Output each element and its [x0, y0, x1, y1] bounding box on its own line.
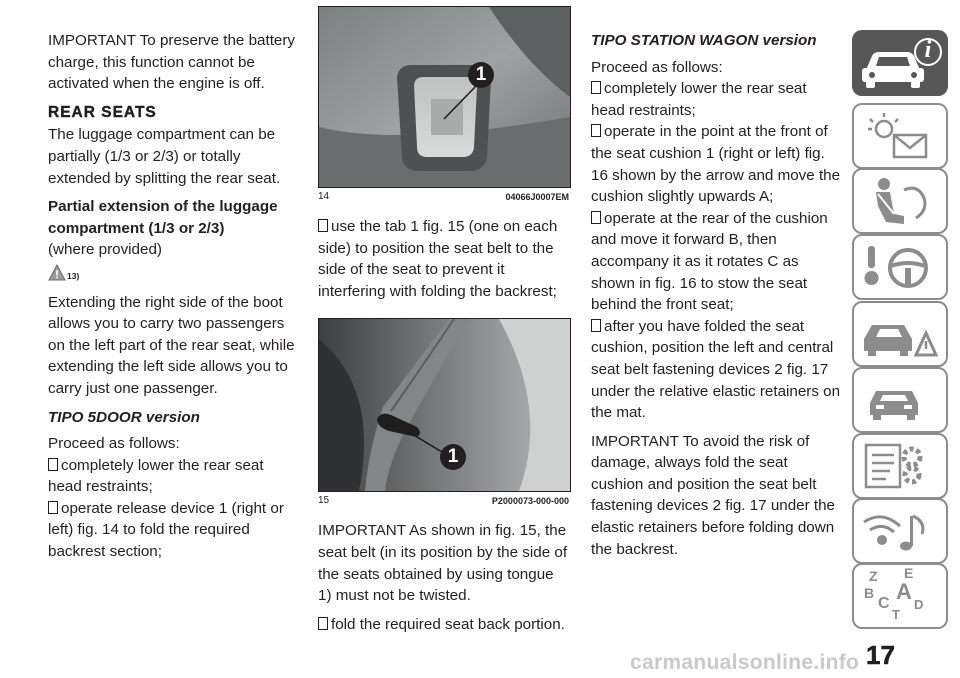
checkbox-bullet-icon [48, 501, 58, 514]
bullet-item: operate in the point at the front of the seat cushion 1 (right or left) fig. 16 shown by the arrow and move the cushion slightly upwards A; [591, 123, 841, 206]
fig14-caption [318, 191, 569, 203]
warning-triangle-icon [48, 264, 66, 282]
index-letter: D [914, 597, 924, 612]
index-letter: C [878, 595, 890, 612]
station-wagon-heading: TIPO STATION WAGON version [591, 32, 817, 49]
checkbox-bullet-icon [591, 319, 601, 332]
bullet-item: operate at the rear of the cushion and move it forward B, then accompany it as it rotates C as shown in fig. 16 to stow the seat behind the front seat; [591, 209, 828, 314]
bullet-item: use the tab 1 fig. 15 (one on each side) to position the seat belt to the side of the seat to prevent it interfering with folding the backrest; [318, 218, 558, 300]
checkbox-bullet-icon [591, 81, 601, 94]
fig15-code: P2000073-000-000 [491, 496, 569, 507]
dashboard-lights-icon [854, 105, 946, 167]
service-car-icon [854, 369, 946, 431]
warning-reference [48, 264, 300, 288]
safety-passenger-icon [854, 170, 946, 232]
checkbox-bullet-icon [318, 617, 328, 630]
steering-key-icon [854, 236, 946, 298]
rear-seats-heading: REAR SEATS [48, 103, 157, 121]
checkbox-bullet-icon [318, 219, 328, 232]
tab-multimedia[interactable] [852, 498, 948, 564]
figure-14-image [318, 6, 571, 188]
bullet-item: fold the required seat back portion. [318, 614, 568, 636]
fig14-callout-label: 1 [475, 64, 487, 85]
callout-1-icon [319, 319, 570, 491]
tab-dashboard-lights[interactable] [852, 103, 948, 169]
index-letter: Z [869, 568, 878, 584]
where-provided-note: (where provided) [48, 241, 162, 259]
tab-maintenance[interactable] [852, 433, 948, 499]
bullet-item: operate release device 1 (right or left) fig. 14 to fold the required backrest section; [48, 499, 284, 561]
watermark: carmanualsonline.info [630, 651, 860, 674]
index-letter: E [904, 565, 914, 581]
index-letter: T [892, 607, 900, 622]
fig15-callout-label: 1 [447, 446, 459, 468]
bullet-item: completely lower the rear seat head restraints; [591, 80, 807, 119]
warning-ref-number: 13) [67, 270, 80, 281]
tab-safety[interactable] [852, 168, 948, 234]
extending-text: Extending the right side of the boot allows you to carry two passengers on the left part of the rear seat, while extending the left side allows you to carry just one passenger. [48, 293, 295, 397]
important-battery-note: IMPORTANT To preserve the battery charge, this function cannot be activated when the engine is off. [48, 32, 296, 93]
fig15-caption [318, 495, 569, 507]
checkbox-bullet-icon [48, 458, 58, 471]
column-left [48, 30, 300, 570]
checkbox-bullet-icon [591, 124, 601, 137]
tab-car-info[interactable] [852, 30, 948, 96]
info-letter: i [924, 37, 932, 63]
page-number: 17 [866, 640, 895, 670]
partial-extension-heading: Partial extension of the luggage compartment (1/3 or 2/3) [48, 198, 278, 237]
multimedia-icon [854, 500, 946, 562]
callout-1-icon [319, 7, 570, 187]
tab-starting-driving[interactable] [852, 234, 948, 300]
figure-15-image [318, 318, 571, 492]
index-letter: B [864, 585, 875, 601]
fig14-number: 14 [318, 191, 330, 202]
fig14-code: 04066J0007EM [505, 192, 569, 202]
index-letter: A [896, 579, 912, 604]
tab-emergency[interactable] [852, 301, 948, 367]
fig15-number: 15 [318, 495, 330, 507]
bullet-item: after you have folded the seat cushion, position the left and central seat belt fastening devices 2 fig. 17 under the relative elastic retainers on the mat. [591, 317, 841, 422]
column-middle [318, 6, 568, 642]
proceed-text: Proceed as follows: [591, 58, 723, 76]
tab-emergency-assist[interactable] [852, 367, 948, 433]
bullet-item: completely lower the rear seat head restraints; [48, 456, 264, 496]
checkbox-bullet-icon [591, 211, 601, 224]
important-belt-note: IMPORTANT As shown in fig. 15, the seat belt (in its position by the side of the seats obtained by using tongue 1) must not be twisted. [318, 522, 568, 605]
tab-index[interactable] [852, 563, 948, 629]
proceed-text: Proceed as follows: [48, 435, 180, 453]
service-maintenance-icon [854, 435, 946, 497]
luggage-intro-text: The luggage compartment can be partially (1/3 or 2/3) or totally extended by splitting the rear seat. [48, 126, 281, 187]
emergency-car-icon [854, 303, 946, 365]
tipo-5door-heading: TIPO 5DOOR version [48, 408, 200, 426]
column-right [591, 30, 843, 567]
important-damage-note: IMPORTANT To avoid the risk of damage, always fold the seat cushion and position the seat belt fastening devices 2 fig. 17 under the elastic retainers before folding down the backrest. [591, 432, 836, 558]
